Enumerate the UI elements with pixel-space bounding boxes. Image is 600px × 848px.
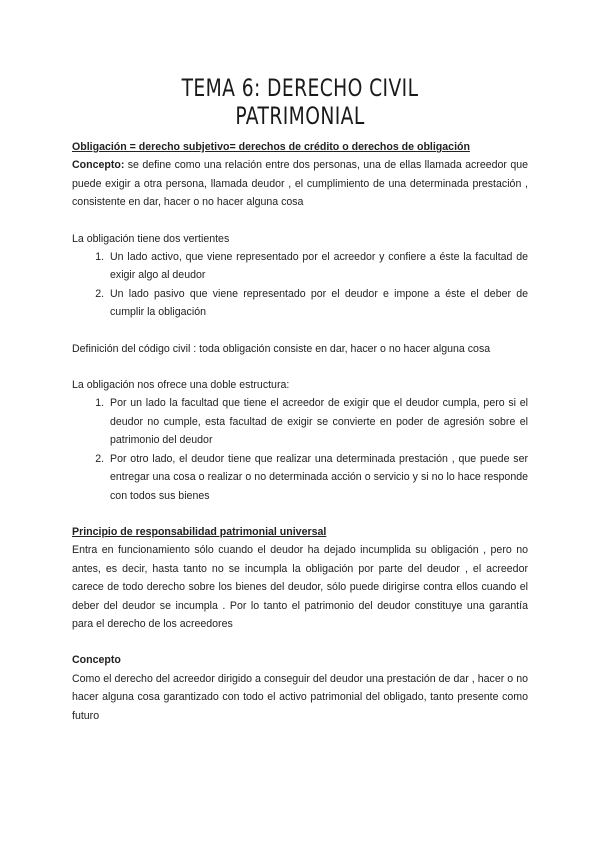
definicion-paragraph: Definición del código civil : toda obligación consiste en dar, hacer o no hacer alguna cosa	[72, 342, 491, 355]
spacer	[72, 212, 528, 230]
section-heading-concepto: Concepto	[72, 654, 121, 667]
principio-paragraph: Entra en funcionamiento sólo cuando el deudor ha dejado incumplida su obligación , pero no antes, es decir, hasta tanto no se incumpla la obligación por parte del deudor , el acreedor carece de todo derecho sobre los bienes del deudor, sólo puede dirigirse contra ellos cuando el deber del deudor se incumpla . Por lo tanto el patrimonio del deudor constituye una garantía para el derecho de los acreedores	[72, 544, 528, 630]
estructura-intro: La obligación nos ofrece una doble estructura:	[72, 379, 290, 392]
section-heading-obligacion: Obligación = derecho subjetivo= derechos de crédito o derechos de obligación	[72, 141, 470, 153]
concepto-text: se define como una relación entre dos personas, una de ellas llamada acreedor que puede exigir a otra persona, llamada deudor , el cumplimiento de una determinada prestación , consistente en dar, hacer o no hacer alguna cosa	[72, 159, 528, 209]
concepto-label: Concepto:	[72, 159, 125, 172]
concepto2-paragraph: Como el derecho del acreedor dirigido a conseguir del deudor una prestación de dar , hacer o no hacer alguna cosa garantizado con todo el activo patrimonial del obligado, tanto presente como futuro	[72, 672, 528, 722]
vertientes-intro: La obligación tiene dos vertientes	[72, 232, 230, 245]
page-title: TEMA 6: DERECHO CIVIL PATRIMONIAL	[181, 74, 419, 130]
spacer	[72, 633, 528, 651]
list-item: 2. Un lado pasivo que viene representado por el deudor e impone a éste el deber de cumplir la obligación	[107, 285, 528, 322]
section-heading-principio: Principio de responsabilidad patrimonial universal	[72, 525, 327, 538]
concepto-paragraph	[72, 156, 528, 211]
vertientes-list	[72, 248, 528, 322]
estructura-list	[72, 394, 528, 504]
list-item: 1. Un lado activo, que viene representado por el acreedor y confiere a éste la facultad de exigir algo al deudor	[107, 248, 528, 285]
spacer	[72, 505, 528, 523]
spacer	[72, 358, 528, 376]
list-item: 1. Por un lado la facultad que tiene el acreedor de exigir que el deudor cumpla, pero si el deudor no cumple, esta facultad de exigir se convierte en poder de agresión sobre el patrimonio del deudor	[107, 394, 528, 449]
list-item: 2. Por otro lado, el deudor tiene que realizar una determinada prestación , que puede ser entregar una cosa o realizar o no determinada acción o servicio y si no lo hace responde con todos sus bienes	[107, 450, 528, 505]
spacer	[72, 322, 528, 340]
